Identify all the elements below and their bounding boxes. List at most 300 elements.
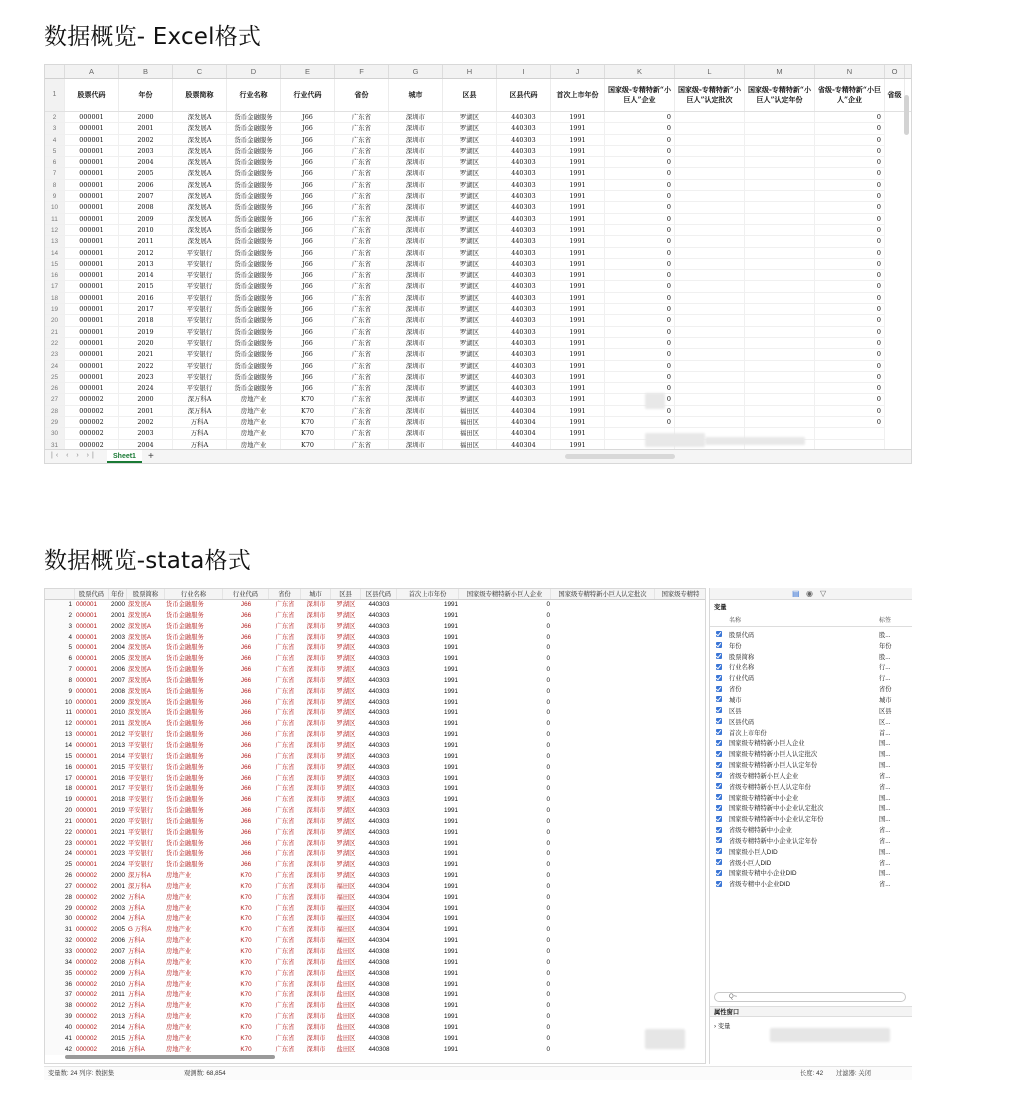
table-cell[interactable]: 000001 (76, 731, 98, 739)
table-cell[interactable]: 2012 (110, 1002, 125, 1010)
table-cell[interactable]: J66 (281, 214, 335, 225)
table-cell[interactable]: 深发展A (128, 633, 152, 641)
table-cell[interactable]: 罗湖区 (336, 796, 356, 804)
table-cell[interactable]: 2008 (119, 202, 173, 213)
table-cell[interactable]: 广东省 (275, 774, 295, 782)
table-cell[interactable] (675, 202, 745, 213)
table-cell[interactable]: 深发展A (173, 225, 227, 236)
checkbox-icon[interactable] (716, 718, 722, 724)
table-cell[interactable]: 罗湖区 (443, 135, 497, 146)
table-cell[interactable]: 440303 (368, 861, 390, 869)
table-cell[interactable]: 2004 (110, 644, 125, 652)
table-cell[interactable]: 广东省 (275, 687, 295, 695)
table-cell[interactable]: 平安银行 (173, 327, 227, 338)
table-cell[interactable]: J66 (281, 349, 335, 360)
table-cell[interactable]: 000001 (76, 687, 98, 695)
table-cell[interactable]: 广东省 (335, 417, 389, 428)
table-cell[interactable]: 440308 (368, 991, 390, 999)
table-cell[interactable] (745, 248, 815, 259)
table-cell[interactable]: 0 (546, 731, 550, 739)
table-cell[interactable]: 罗湖区 (443, 327, 497, 338)
table-cell[interactable]: 万科A (173, 440, 227, 451)
column-header[interactable]: 年份 (109, 589, 127, 599)
table-cell[interactable]: J66 (240, 796, 252, 804)
table-cell[interactable]: J66 (240, 601, 252, 608)
table-cell[interactable]: 0 (605, 281, 675, 292)
variable-item[interactable] (710, 672, 912, 683)
table-cell[interactable]: 000001 (65, 338, 119, 349)
table-cell[interactable]: 广东省 (275, 915, 295, 923)
table-cell[interactable]: 1991 (551, 417, 605, 428)
table-cell[interactable]: 房地产业 (227, 428, 281, 439)
table-cell[interactable]: 深圳市 (306, 893, 326, 901)
table-cell[interactable]: 深圳市 (306, 828, 326, 836)
table-cell[interactable]: J66 (281, 293, 335, 304)
table-cell[interactable]: 广东省 (335, 157, 389, 168)
table-cell[interactable]: 000001 (76, 601, 98, 608)
table-cell[interactable]: 2010 (119, 225, 173, 236)
table-cell[interactable]: 罗湖区 (336, 611, 356, 619)
table-cell[interactable]: 深圳市 (306, 850, 326, 858)
table-cell[interactable]: 0 (546, 807, 550, 815)
table-cell[interactable]: 440303 (368, 655, 390, 663)
table-cell[interactable]: 440303 (368, 622, 390, 630)
table-cell[interactable]: 货币金融服务 (166, 839, 204, 847)
variable-item[interactable] (710, 662, 912, 673)
table-cell[interactable]: 1991 (443, 785, 458, 793)
table-cell[interactable]: 000001 (76, 763, 98, 771)
table-cell[interactable]: 货币金融服务 (166, 601, 204, 608)
table-cell[interactable]: 440304 (497, 406, 551, 417)
table-cell[interactable]: 平安银行 (173, 281, 227, 292)
table-cell[interactable]: J66 (281, 112, 335, 123)
table-cell[interactable]: 罗湖区 (443, 202, 497, 213)
column-letter[interactable]: A (65, 65, 119, 78)
table-cell[interactable]: 1991 (551, 225, 605, 236)
table-cell[interactable] (675, 304, 745, 315)
table-cell[interactable]: 货币金融服务 (166, 666, 204, 674)
table-cell[interactable]: 1991 (551, 394, 605, 405)
table-cell[interactable]: 深发展A (173, 236, 227, 247)
table-cell[interactable]: 平安银行 (128, 774, 154, 782)
table-cell[interactable]: 2018 (110, 796, 125, 804)
table-cell[interactable]: 1991 (443, 633, 458, 641)
table-cell[interactable]: 0 (546, 644, 550, 652)
table-cell[interactable]: 广东省 (275, 828, 295, 836)
table-cell[interactable]: 440303 (497, 327, 551, 338)
table-cell[interactable]: 货币金融服务 (166, 731, 204, 739)
table-cell[interactable]: 广东省 (275, 741, 295, 749)
table-cell[interactable] (745, 304, 815, 315)
table-cell[interactable]: 罗湖区 (443, 372, 497, 383)
table-cell[interactable]: 0 (815, 394, 885, 405)
column-letter[interactable]: N (815, 65, 885, 78)
table-cell[interactable] (675, 338, 745, 349)
table-cell[interactable]: 货币金融服务 (227, 270, 281, 281)
table-cell[interactable]: 深圳市 (306, 904, 326, 912)
table-cell[interactable]: 货币金融服务 (227, 315, 281, 326)
table-cell[interactable]: 1991 (443, 1002, 458, 1010)
table-cell[interactable]: 平安银行 (128, 850, 154, 858)
table-cell[interactable]: 广东省 (335, 180, 389, 191)
table-cell[interactable]: 深发展A (173, 168, 227, 179)
table-cell[interactable]: 1991 (443, 622, 458, 630)
table-cell[interactable]: 2011 (111, 720, 125, 728)
table-cell[interactable]: 深圳市 (389, 135, 443, 146)
table-cell[interactable] (675, 361, 745, 372)
table-cell[interactable]: 罗湖区 (443, 225, 497, 236)
table-cell[interactable]: 广东省 (275, 666, 295, 674)
table-cell[interactable]: 2005 (110, 655, 125, 663)
table-cell[interactable]: 货币金融服务 (166, 850, 204, 858)
table-cell[interactable]: 深发展A (128, 666, 152, 674)
table-cell[interactable]: 0 (546, 752, 550, 760)
table-cell[interactable]: J66 (240, 785, 252, 793)
table-cell[interactable]: 罗湖区 (443, 191, 497, 202)
table-cell[interactable]: 深发展A (173, 123, 227, 134)
table-cell[interactable]: 货币金融服务 (166, 655, 204, 663)
table-cell[interactable]: 深圳市 (389, 383, 443, 394)
table-cell[interactable]: J66 (240, 828, 252, 836)
table-cell[interactable]: J66 (240, 741, 252, 749)
table-cell[interactable]: 0 (815, 146, 885, 157)
table-cell[interactable]: 0 (605, 123, 675, 134)
table-cell[interactable]: 2024 (119, 383, 173, 394)
table-cell[interactable]: 深圳市 (306, 872, 326, 880)
table-cell[interactable]: 广东省 (335, 293, 389, 304)
table-cell[interactable]: 440303 (497, 202, 551, 213)
table-cell[interactable]: 2013 (110, 1013, 125, 1021)
table-cell[interactable]: 深圳市 (306, 969, 326, 977)
table-cell[interactable]: 440304 (368, 904, 390, 912)
variable-item[interactable] (710, 651, 912, 662)
table-cell[interactable]: 0 (546, 1002, 550, 1010)
table-cell[interactable]: J66 (240, 839, 252, 847)
table-cell[interactable]: 440303 (368, 763, 390, 771)
table-cell[interactable]: 货币金融服务 (227, 146, 281, 157)
variable-item[interactable] (710, 705, 912, 716)
table-cell[interactable]: 广东省 (275, 1045, 295, 1053)
table-cell[interactable]: 2003 (119, 146, 173, 157)
table-cell[interactable]: 440303 (497, 214, 551, 225)
table-cell[interactable]: J66 (281, 168, 335, 179)
table-cell[interactable]: 0 (546, 1013, 550, 1021)
table-cell[interactable]: 440303 (497, 259, 551, 270)
table-cell[interactable]: 深圳市 (306, 655, 326, 663)
table-cell[interactable]: 深圳市 (306, 1023, 326, 1031)
table-cell[interactable]: K70 (240, 948, 252, 955)
table-cell[interactable]: 罗湖区 (336, 807, 356, 815)
table-cell[interactable]: 货币金融服务 (227, 180, 281, 191)
table-cell[interactable]: 2019 (119, 327, 173, 338)
table-cell[interactable]: 深圳市 (306, 687, 326, 695)
table-cell[interactable]: 0 (815, 361, 885, 372)
variable-item[interactable] (710, 694, 912, 705)
table-cell[interactable]: G 万科A (128, 926, 152, 934)
table-cell[interactable]: 福田区 (336, 926, 356, 934)
table-cell[interactable]: 货币金融服务 (227, 112, 281, 123)
checkbox-icon[interactable] (716, 740, 722, 746)
table-cell[interactable]: 福田区 (443, 440, 497, 451)
table-cell[interactable]: 1991 (443, 839, 458, 847)
column-header[interactable]: 首次上市年份 (397, 589, 459, 599)
table-cell[interactable]: 深发展A (128, 622, 152, 630)
table-cell[interactable]: 1991 (443, 1034, 458, 1042)
table-cell[interactable]: 广东省 (275, 882, 295, 890)
table-cell[interactable]: 440303 (497, 304, 551, 315)
table-cell[interactable]: 广东省 (275, 958, 295, 966)
table-cell[interactable]: 2020 (119, 338, 173, 349)
table-cell[interactable]: 2009 (119, 214, 173, 225)
table-cell[interactable]: 平安银行 (173, 383, 227, 394)
table-cell[interactable]: 深圳市 (389, 123, 443, 134)
table-cell[interactable]: 000001 (65, 236, 119, 247)
table-cell[interactable]: 440303 (497, 361, 551, 372)
table-cell[interactable]: 000002 (76, 872, 98, 880)
table-cell[interactable]: 000001 (65, 383, 119, 394)
table-cell[interactable]: 罗湖区 (443, 281, 497, 292)
add-sheet-button[interactable]: + (148, 451, 154, 462)
table-cell[interactable]: 深发展A (173, 146, 227, 157)
table-cell[interactable]: 000001 (65, 112, 119, 123)
table-cell[interactable]: 000002 (76, 1023, 98, 1031)
table-cell[interactable]: 1991 (443, 991, 458, 999)
table-cell[interactable]: 000001 (76, 611, 98, 619)
table-cell[interactable]: J66 (240, 709, 252, 717)
table-cell[interactable]: 深圳市 (389, 349, 443, 360)
table-cell[interactable]: 1991 (551, 270, 605, 281)
table-cell[interactable]: 平安银行 (128, 817, 154, 825)
table-cell[interactable]: 0 (605, 417, 675, 428)
table-cell[interactable]: J66 (281, 270, 335, 281)
table-cell[interactable]: 1991 (551, 236, 605, 247)
checkbox-icon[interactable] (716, 664, 722, 670)
table-cell[interactable]: 000002 (76, 882, 98, 890)
table-cell[interactable]: 000001 (65, 123, 119, 134)
table-cell[interactable]: 440303 (497, 349, 551, 360)
table-cell[interactable]: 2014 (110, 752, 125, 760)
table-cell[interactable]: 1991 (551, 214, 605, 225)
table-cell[interactable]: 福田区 (336, 915, 356, 923)
table-cell[interactable]: 1991 (443, 969, 458, 977)
table-cell[interactable]: 深圳市 (306, 644, 326, 652)
header-cell[interactable]: 股票代码 (65, 79, 119, 111)
table-cell[interactable]: 货币金融服务 (166, 687, 204, 695)
table-cell[interactable]: 货币金融服务 (227, 281, 281, 292)
table-cell[interactable]: 2012 (110, 731, 125, 739)
table-cell[interactable]: 房地产业 (166, 1045, 192, 1053)
table-cell[interactable]: 0 (815, 327, 885, 338)
table-cell[interactable]: J66 (240, 807, 252, 815)
table-cell[interactable]: 深圳市 (306, 763, 326, 771)
table-cell[interactable]: 2007 (110, 676, 125, 684)
table-cell[interactable]: 货币金融服务 (166, 763, 204, 771)
table-cell[interactable]: 货币金融服务 (166, 720, 204, 728)
table-cell[interactable]: 货币金融服务 (227, 327, 281, 338)
table-cell[interactable]: 2004 (119, 157, 173, 168)
table-cell[interactable]: J66 (240, 720, 252, 728)
table-cell[interactable]: 440303 (497, 293, 551, 304)
table-cell[interactable]: 2002 (110, 893, 125, 901)
table-cell[interactable]: 0 (546, 698, 550, 706)
table-cell[interactable]: 深圳市 (389, 157, 443, 168)
table-cell[interactable]: 万科A (128, 915, 145, 923)
table-cell[interactable]: 2021 (119, 349, 173, 360)
table-cell[interactable]: 0 (815, 135, 885, 146)
table-cell[interactable]: 广东省 (275, 731, 295, 739)
column-letter[interactable]: M (745, 65, 815, 78)
table-cell[interactable]: 福田区 (443, 406, 497, 417)
table-cell[interactable]: 货币金融服务 (166, 796, 204, 804)
table-cell[interactable] (815, 428, 885, 439)
table-cell[interactable]: 罗湖区 (336, 644, 356, 652)
table-cell[interactable]: 罗湖区 (336, 741, 356, 749)
table-cell[interactable]: 深圳市 (306, 882, 326, 890)
table-cell[interactable]: 盐田区 (336, 1013, 356, 1021)
table-cell[interactable]: 000001 (76, 839, 98, 847)
table-cell[interactable]: 罗湖区 (443, 112, 497, 123)
table-cell[interactable]: 2020 (110, 817, 125, 825)
table-cell[interactable]: 440303 (497, 315, 551, 326)
table-cell[interactable]: 货币金融服务 (227, 236, 281, 247)
table-cell[interactable]: 0 (546, 915, 550, 923)
table-cell[interactable] (745, 225, 815, 236)
table-cell[interactable] (745, 168, 815, 179)
table-cell[interactable]: 2009 (110, 969, 125, 977)
table-cell[interactable]: 000001 (76, 698, 98, 706)
table-cell[interactable]: 平安银行 (173, 338, 227, 349)
column-letter[interactable]: B (119, 65, 173, 78)
table-cell[interactable]: 深发展A (128, 687, 152, 695)
table-cell[interactable] (675, 180, 745, 191)
table-cell[interactable]: J66 (240, 655, 252, 663)
table-cell[interactable] (675, 406, 745, 417)
table-cell[interactable]: 0 (815, 270, 885, 281)
table-cell[interactable]: 0 (546, 1034, 550, 1042)
table-cell[interactable]: 广东省 (275, 937, 295, 945)
table-cell[interactable]: 440304 (497, 417, 551, 428)
table-cell[interactable]: 0 (815, 372, 885, 383)
table-cell[interactable]: 000001 (76, 666, 98, 674)
table-cell[interactable]: 000001 (76, 622, 98, 630)
table-cell[interactable]: 深圳市 (306, 666, 326, 674)
table-cell[interactable]: 1991 (551, 315, 605, 326)
table-cell[interactable]: 1991 (551, 202, 605, 213)
table-cell[interactable]: 440303 (368, 601, 390, 608)
table-cell[interactable] (675, 349, 745, 360)
table-cell[interactable]: 广东省 (335, 383, 389, 394)
table-cell[interactable] (675, 327, 745, 338)
table-cell[interactable] (675, 112, 745, 123)
table-cell[interactable]: 2011 (111, 991, 125, 999)
table-cell[interactable]: 0 (605, 372, 675, 383)
table-cell[interactable]: 2000 (110, 601, 125, 608)
table-cell[interactable]: 2008 (110, 687, 125, 695)
table-cell[interactable]: K70 (240, 937, 252, 945)
checkbox-icon[interactable] (716, 707, 722, 713)
table-cell[interactable]: 广东省 (335, 270, 389, 281)
table-cell[interactable]: K70 (240, 926, 252, 934)
table-cell[interactable]: 0 (546, 655, 550, 663)
table-cell[interactable] (675, 315, 745, 326)
table-cell[interactable]: 货币金融服务 (227, 214, 281, 225)
table-cell[interactable]: 440303 (497, 394, 551, 405)
table-cell[interactable]: 罗湖区 (443, 236, 497, 247)
table-cell[interactable]: 房地产业 (166, 958, 192, 966)
table-cell[interactable]: 000001 (65, 168, 119, 179)
header-cell[interactable]: 省级-专精特新“小巨人”企业 (815, 79, 885, 111)
table-cell[interactable]: 000002 (76, 991, 98, 999)
checkbox-icon[interactable] (716, 729, 722, 735)
table-cell[interactable]: J66 (281, 281, 335, 292)
table-cell[interactable]: 440303 (368, 687, 390, 695)
stata-horizontal-scrollbar[interactable] (65, 1055, 275, 1059)
table-cell[interactable]: 平安银行 (173, 315, 227, 326)
table-cell[interactable]: 货币金融服务 (166, 774, 204, 782)
table-cell[interactable]: 440303 (497, 338, 551, 349)
table-cell[interactable]: 0 (546, 611, 550, 619)
table-cell[interactable]: 深发展A (128, 709, 152, 717)
table-cell[interactable]: 深圳市 (389, 225, 443, 236)
table-cell[interactable]: 000002 (65, 406, 119, 417)
table-cell[interactable]: 房地产业 (166, 948, 192, 955)
table-cell[interactable]: 1991 (443, 828, 458, 836)
table-cell[interactable]: 440308 (368, 980, 390, 988)
table-cell[interactable]: 0 (546, 861, 550, 869)
table-cell[interactable]: 0 (605, 304, 675, 315)
table-cell[interactable]: 1991 (551, 304, 605, 315)
table-cell[interactable]: J66 (281, 236, 335, 247)
table-cell[interactable]: 1991 (443, 611, 458, 619)
table-cell[interactable]: 深圳市 (306, 633, 326, 641)
table-cell[interactable]: 0 (605, 383, 675, 394)
column-letter[interactable]: G (389, 65, 443, 78)
table-cell[interactable]: 0 (605, 293, 675, 304)
table-cell[interactable]: 深万科A (173, 394, 227, 405)
table-cell[interactable]: 货币金融服务 (166, 752, 204, 760)
table-cell[interactable]: 440303 (497, 372, 551, 383)
table-cell[interactable]: 0 (546, 817, 550, 825)
table-cell[interactable]: 440303 (497, 157, 551, 168)
table-cell[interactable]: 0 (546, 676, 550, 684)
table-cell[interactable]: 2005 (110, 926, 125, 934)
table-cell[interactable]: 2015 (110, 1034, 125, 1042)
table-cell[interactable]: 000001 (65, 202, 119, 213)
table-cell[interactable]: 深圳市 (306, 807, 326, 815)
table-cell[interactable] (675, 372, 745, 383)
table-cell[interactable]: 000001 (76, 850, 98, 858)
table-cell[interactable]: 440308 (368, 969, 390, 977)
header-cell[interactable]: 国家级-专精特新“小巨人”企业 (605, 79, 675, 111)
table-cell[interactable]: 广东省 (275, 655, 295, 663)
table-cell[interactable]: 货币金融服务 (227, 349, 281, 360)
table-cell[interactable]: 广东省 (335, 406, 389, 417)
table-cell[interactable] (675, 123, 745, 134)
table-cell[interactable]: 0 (605, 248, 675, 259)
table-cell[interactable]: 广东省 (275, 698, 295, 706)
table-cell[interactable]: 000001 (65, 372, 119, 383)
table-cell[interactable]: 广东省 (275, 1034, 295, 1042)
table-cell[interactable]: 0 (546, 1045, 550, 1053)
table-cell[interactable]: 万科A (128, 958, 145, 966)
table-cell[interactable]: 深圳市 (306, 1045, 326, 1053)
table-cell[interactable]: 2012 (119, 248, 173, 259)
column-header[interactable]: 城市 (301, 589, 331, 599)
table-cell[interactable]: 罗湖区 (336, 731, 356, 739)
table-cell[interactable]: 深圳市 (306, 948, 326, 955)
table-cell[interactable]: 440303 (497, 180, 551, 191)
variable-item[interactable] (710, 781, 912, 792)
